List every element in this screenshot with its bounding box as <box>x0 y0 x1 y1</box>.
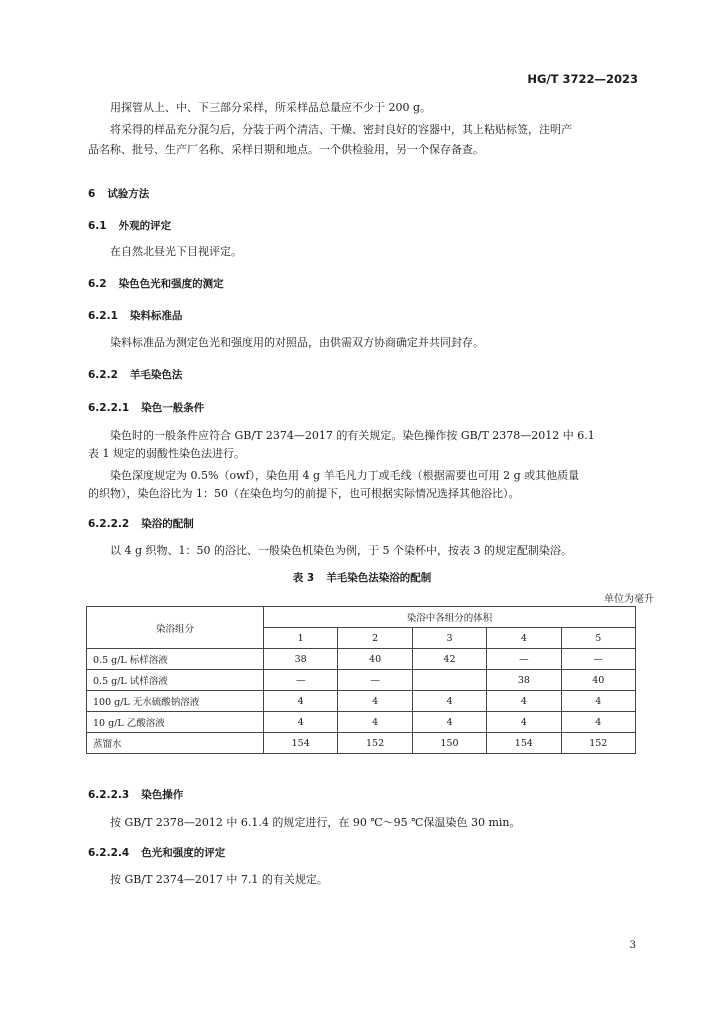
column-number: 1 <box>264 628 338 649</box>
section-number: 6.2.2.4 <box>88 847 130 859</box>
table-cell: 38 <box>487 670 561 691</box>
section-title: 染浴的配制 <box>141 518 194 530</box>
sampling-paragraph-2-line-1: 将采得的样品充分混匀后，分装于两个清洁、干燥、密封良好的容器中，其上粘贴标签，注明产 <box>110 123 572 136</box>
table-cell: 4 <box>412 712 486 733</box>
table-row <box>87 733 636 754</box>
row-label: 100 g/L 无水硫酸钠溶液 <box>87 691 264 712</box>
table-cell: 4 <box>412 691 486 712</box>
section-6-heading <box>88 186 149 201</box>
sampling-paragraph-1: 用探管从上、中、下三部分采样，所采样品总量应不少于 200 g。 <box>110 101 432 114</box>
sampling-paragraph-2-line-2: 品名称、批号、生产厂名称、采样日期和地点。一个供检验用，另一个保存备查。 <box>88 143 484 156</box>
row-label: 0.5 g/L 标样溶液 <box>87 649 264 670</box>
column-number: 2 <box>338 628 412 649</box>
table-cell <box>412 670 486 691</box>
row-label: 10 g/L 乙酸溶液 <box>87 712 264 733</box>
section-6-2-2-1-p1-line-2: 表 1 规定的弱酸性染色法进行。 <box>88 447 245 460</box>
column-number: 3 <box>412 628 486 649</box>
section-title: 染色一般条件 <box>141 402 205 414</box>
table-title: 羊毛染色法染浴的配制 <box>326 572 432 584</box>
section-title: 羊毛染色法 <box>129 369 183 381</box>
table-row <box>87 712 636 733</box>
table-header-row <box>87 607 636 628</box>
section-6-2-2-3-heading <box>88 787 183 802</box>
section-6-2-2-heading <box>88 367 182 382</box>
page-number: 3 <box>629 940 636 951</box>
table-row <box>87 670 636 691</box>
section-6-1-heading <box>88 218 171 233</box>
table-row <box>87 649 636 670</box>
table-label: 表 3 <box>292 572 315 584</box>
table-cell: 42 <box>412 649 486 670</box>
table-cell: 154 <box>487 733 561 754</box>
section-6-2-2-4-text: 按 GB/T 2374—2017 中 7.1 的有关规定。 <box>110 873 328 886</box>
table-cell: 40 <box>338 649 412 670</box>
table-cell: 38 <box>264 649 338 670</box>
section-title: 染色操作 <box>141 789 184 801</box>
section-6-2-2-4-heading <box>88 845 225 860</box>
column-number: 4 <box>487 628 561 649</box>
volume-header: 染浴中各组分的体积 <box>264 607 636 628</box>
table-cell: 4 <box>264 691 338 712</box>
table-3-unit: 单位为毫升 <box>604 594 654 605</box>
component-header: 染浴组分 <box>87 607 264 649</box>
table-cell: 150 <box>412 733 486 754</box>
table-cell: 4 <box>338 712 412 733</box>
table-3-caption <box>0 570 724 585</box>
section-number: 6.2.2.1 <box>88 402 130 414</box>
row-label: 蒸馏水 <box>87 733 264 754</box>
table-cell: 154 <box>264 733 338 754</box>
table-3 <box>86 606 636 754</box>
column-number: 5 <box>561 628 635 649</box>
section-title: 染料标准品 <box>129 310 183 322</box>
table-cell: 152 <box>338 733 412 754</box>
section-6-2-2-2-text: 以 4 g 织物、1：50 的浴比、一般染色机染色为例，于 5 个染杯中，按表 3 的规定配制染浴。 <box>110 544 573 557</box>
section-number: 6.2.2.2 <box>88 518 130 530</box>
table-cell: 152 <box>561 733 635 754</box>
section-number: 6.2 <box>88 278 107 290</box>
section-number: 6.2.2 <box>88 369 118 381</box>
standard-code: HG/T 3722—2023 <box>527 72 638 86</box>
section-number: 6 <box>88 188 96 200</box>
section-6-2-1-text: 染料标准品为测定色光和强度用的对照品，由供需双方协商确定并共同封存。 <box>110 336 484 349</box>
table-cell: — <box>338 670 412 691</box>
table-cell: — <box>264 670 338 691</box>
table-cell: 4 <box>561 712 635 733</box>
section-title: 色光和强度的评定 <box>141 847 226 859</box>
section-6-2-1-heading <box>88 308 182 323</box>
table-cell: 4 <box>338 691 412 712</box>
table-cell: — <box>487 649 561 670</box>
table-cell: — <box>561 649 635 670</box>
section-title: 试验方法 <box>107 188 150 200</box>
section-number: 6.1 <box>88 220 107 232</box>
row-label: 0.5 g/L 试样溶液 <box>87 670 264 691</box>
section-6-2-2-2-heading <box>88 516 194 531</box>
section-number: 6.2.1 <box>88 310 118 322</box>
section-6-2-2-1-p2-line-1: 染色深度规定为 0.5%（owf），染色用 4 g 羊毛凡力丁或毛线（根据需要也可用 2 g 或其他质量 <box>110 469 580 482</box>
section-title: 染色色光和强度的测定 <box>118 278 224 290</box>
section-6-2-2-3-text: 按 GB/T 2378—2012 中 6.1.4 的规定进行，在 90 ℃～95 ℃保温染色 30 min。 <box>110 816 521 829</box>
section-6-1-text: 在自然北昼光下目视评定。 <box>110 245 242 258</box>
table-cell: 4 <box>487 691 561 712</box>
section-6-2-2-1-heading <box>88 400 204 415</box>
table-cell: 4 <box>561 691 635 712</box>
section-6-2-2-1-p1-line-1: 染色时的一般条件应符合 GB/T 2374—2017 的有关规定。染色操作按 GB/T 2378—2012 中 6.1 <box>110 429 595 442</box>
table-cell: 40 <box>561 670 635 691</box>
table-cell: 4 <box>487 712 561 733</box>
section-number: 6.2.2.3 <box>88 789 130 801</box>
section-6-2-heading <box>88 276 224 291</box>
table-cell: 4 <box>264 712 338 733</box>
section-6-2-2-1-p2-line-2: 的织物），染色浴比为 1：50（在染色均匀的前提下，也可根据实际情况选择其他浴比）。 <box>88 487 520 500</box>
section-title: 外观的评定 <box>118 220 172 232</box>
table-row <box>87 691 636 712</box>
